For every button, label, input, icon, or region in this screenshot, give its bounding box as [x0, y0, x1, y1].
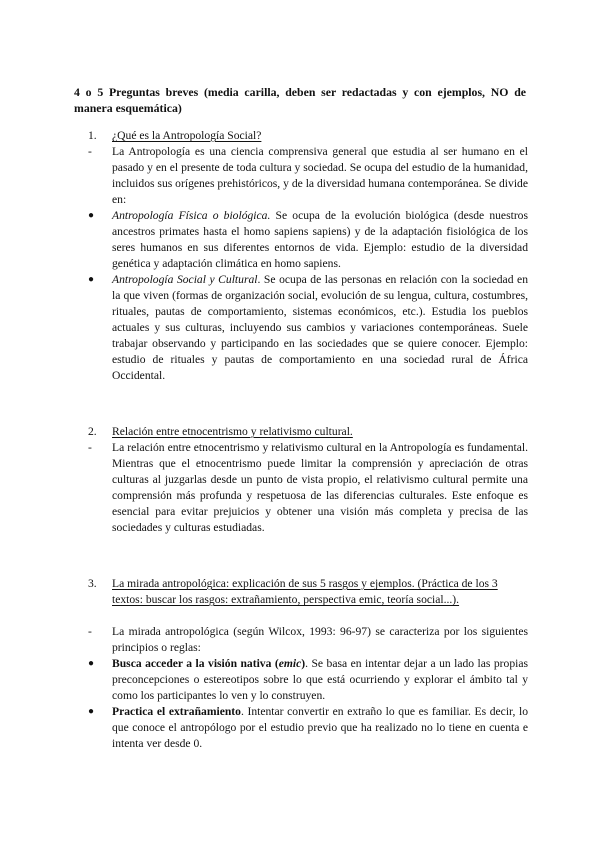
dash-marker: -	[88, 145, 92, 158]
bullet-1-term: Busca acceder a la visión nativa (emic)	[112, 657, 306, 670]
question-1-bullet-2	[88, 272, 528, 384]
bullet-1-text: . Se basa en intentar dejar a un lado las propias preconcepciones o estereotipos sobre lo que está ocurriendo y explorar el ámbito tal y como los participantes lo ven y lo construyen.	[112, 657, 528, 702]
question-3-intro	[88, 624, 528, 656]
question-2-number: 2.	[88, 425, 97, 438]
page-heading: 4 o 5 Preguntas breves (media carilla, deben ser redactadas y con ejemplos, NO de manera esquemática)	[74, 85, 526, 115]
bullet-2-text: . Se ocupa de las personas en relación con la sociedad en la que viven (formas de organización social, evolución de su lengua, cultura, costumbres, rituales, pautas de comportamiento, sistemas económicos, etc.). Estudia los pueblos actuales y sus culturas, incluyendo sus cambios y variaciones contemporáneas. Suele trabajar observando y participando en las sociedades que se quiere conocer. Ejemplo: estudio de rituales y pautas de comportamiento en una sociedad rural de África Occidental.	[112, 273, 528, 382]
question-2-title: Relación entre etnocentrismo y relativismo cultural.	[112, 425, 353, 438]
bullet-icon: ●	[88, 210, 95, 221]
question-3-number: 3.	[88, 577, 97, 590]
question-3-bullet-1	[88, 656, 528, 704]
question-3-title: La mirada antropológica: explicación de sus 5 rasgos y ejemplos. (Práctica de los 3 textos: buscar los rasgos: extrañamiento, perspectiva emic, teoría social...).	[112, 577, 498, 606]
bullet-1-text: Se ocupa de la evolución biológica (desde nuestros ancestros primates hasta el homo sapiens sapiens) y de la adaptación fisiológica de los seres humanos en sus diferentes entornos de vida. Ejemplo: estudio de la diversidad genética y adaptación climática en homo sapiens.	[112, 209, 528, 270]
question-3-intro-text: La mirada antropológica (según Wilcox, 1993: 96-97) se caracteriza por los siguientes principios o reglas:	[112, 625, 528, 654]
bullet-icon: ●	[88, 658, 95, 669]
question-2-text: La relación entre etnocentrismo y relativismo cultural en la Antropología es fundamental. Mientras que el etnocentrismo puede limitar la comprensión y apreciación de otras culturas al juzgarlas desde un punto de vista propio, el relativismo cultural permite una comprensión más profunda y respetuosa de las diferencias culturales. Este enfoque es esencial para evitar prejuicios y obtener una visión más completa y precisa de las sociedades y culturas estudiadas.	[112, 441, 528, 534]
dash-marker: -	[88, 625, 92, 638]
bullet-1-term: Antropología Física o biológica.	[112, 209, 271, 222]
bullet-2-text: . Intentar convertir en extraño lo que es familiar. Es decir, lo que conoce el antropólogo por el estudio previo que ha realizado no lo tiene en cuenta e intenta ver desde 0.	[112, 705, 528, 750]
bullet-icon: ●	[88, 706, 95, 717]
bullet-2-term: Practica el extrañamiento	[112, 705, 241, 718]
question-1-intro	[88, 144, 528, 208]
bullet-icon: ●	[88, 274, 95, 285]
bullet-2-term: Antropología Social y Cultural	[112, 273, 258, 286]
dash-marker: -	[88, 441, 92, 454]
question-2-body	[88, 440, 528, 536]
question-1-intro-text: La Antropología es una ciencia comprensiva general que estudia al ser humano en el pasado y en el presente de toda cultura y sociedad. Se ocupa del estudio de la humanidad, incluidos sus orígenes prehistóricos, y de la diversidad humana contemporánea. Se divide en:	[112, 145, 528, 206]
question-1-number: 1.	[88, 129, 97, 142]
question-1-title: ¿Qué es la Antropología Social?	[112, 129, 262, 142]
question-1-bullet-1	[88, 208, 528, 272]
question-3-bullet-2	[88, 704, 528, 752]
